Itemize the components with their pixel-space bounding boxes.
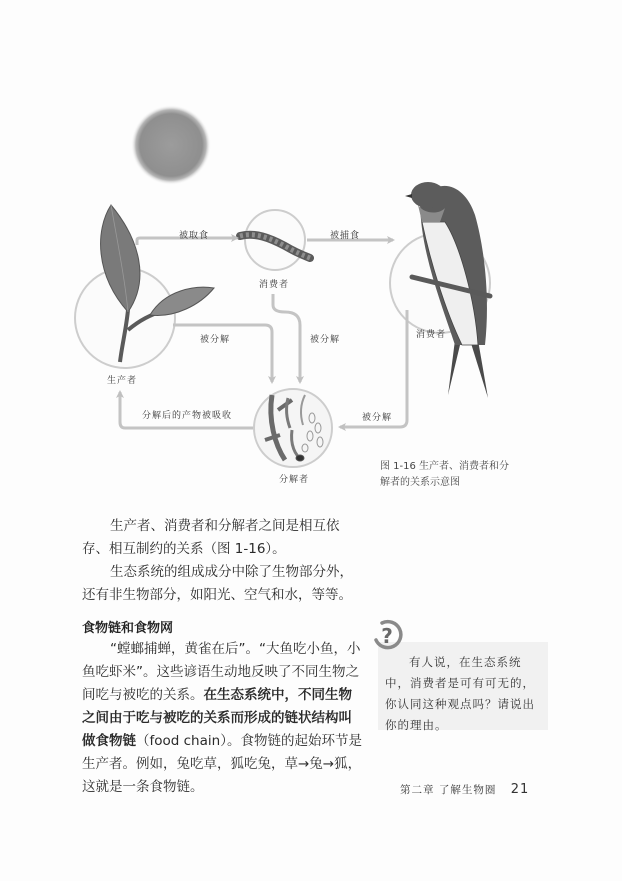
label-decomposed-3: 被分解 xyxy=(362,413,393,423)
decomposer-node xyxy=(254,389,332,467)
svg-text:?: ? xyxy=(381,624,393,648)
label-decomposed-2: 被分解 xyxy=(310,335,341,345)
body-paragraphs xyxy=(82,515,362,607)
caption-line-2: 解者的关系示意图 xyxy=(380,477,460,488)
label-consumer-bird: 消费者 xyxy=(416,330,447,340)
consumer-insect-node xyxy=(240,210,310,270)
label-consumer-insect: 消费者 xyxy=(259,280,290,290)
food-chain-definition: 在生态系统中，不同生物之间由于吃与被吃的关系而形成的链状结构叫做食物链 xyxy=(82,687,352,749)
paragraph-2: 生态系统的组成成分中除了生物部分外，还有非生物部分，如阳光、空气和水，等等。 xyxy=(82,564,353,603)
food-chain-term: （food chain）。 xyxy=(136,733,241,749)
think-question xyxy=(385,652,545,736)
sun-icon xyxy=(131,105,211,185)
chapter-title: 第二章 了解生物圈 xyxy=(400,784,497,796)
page-number: 21 xyxy=(510,782,530,797)
paragraph-1: 生产者、消费者和分解者之间是相互依存、相互制约的关系（图 1-16）。 xyxy=(82,518,340,557)
label-eaten: 被取食 xyxy=(179,231,210,241)
label-producer: 生产者 xyxy=(107,376,138,386)
question-mark-icon xyxy=(370,618,404,652)
label-absorbed: 分解后的产物被吸收 xyxy=(142,411,233,421)
page-footer xyxy=(400,782,529,797)
figure-caption xyxy=(380,459,560,491)
section-title: 食物链和食物网 xyxy=(82,621,174,636)
paragraph-3-tail: 食物链的起始环节是生产者。例如，兔吃草，狐吃兔，草→兔→狐，这就是一条食物链。 xyxy=(82,733,362,795)
label-preyed: 被捕食 xyxy=(330,231,361,241)
consumer-bird-node xyxy=(390,182,490,398)
arrow-insect-to-decomposer xyxy=(273,294,300,382)
think-question-text: 有人说，在生态系统中，消费者是可有可无的，你认同这种观点吗？请说出你的理由。 xyxy=(385,655,535,732)
food-chain-paragraph xyxy=(82,638,362,799)
label-decomposed-1: 被分解 xyxy=(200,335,231,345)
paragraph-3-intro: “螳螂捕蝉，黄雀在后”。“大鱼吃小鱼，小鱼吃虾米”。这些谚语生动地反映了不同生物之间吃与被吃的关系。 xyxy=(82,641,361,703)
label-decomposer: 分解者 xyxy=(279,475,310,485)
caption-line-1: 图 1-16 生产者、消费者和分 xyxy=(380,461,510,472)
